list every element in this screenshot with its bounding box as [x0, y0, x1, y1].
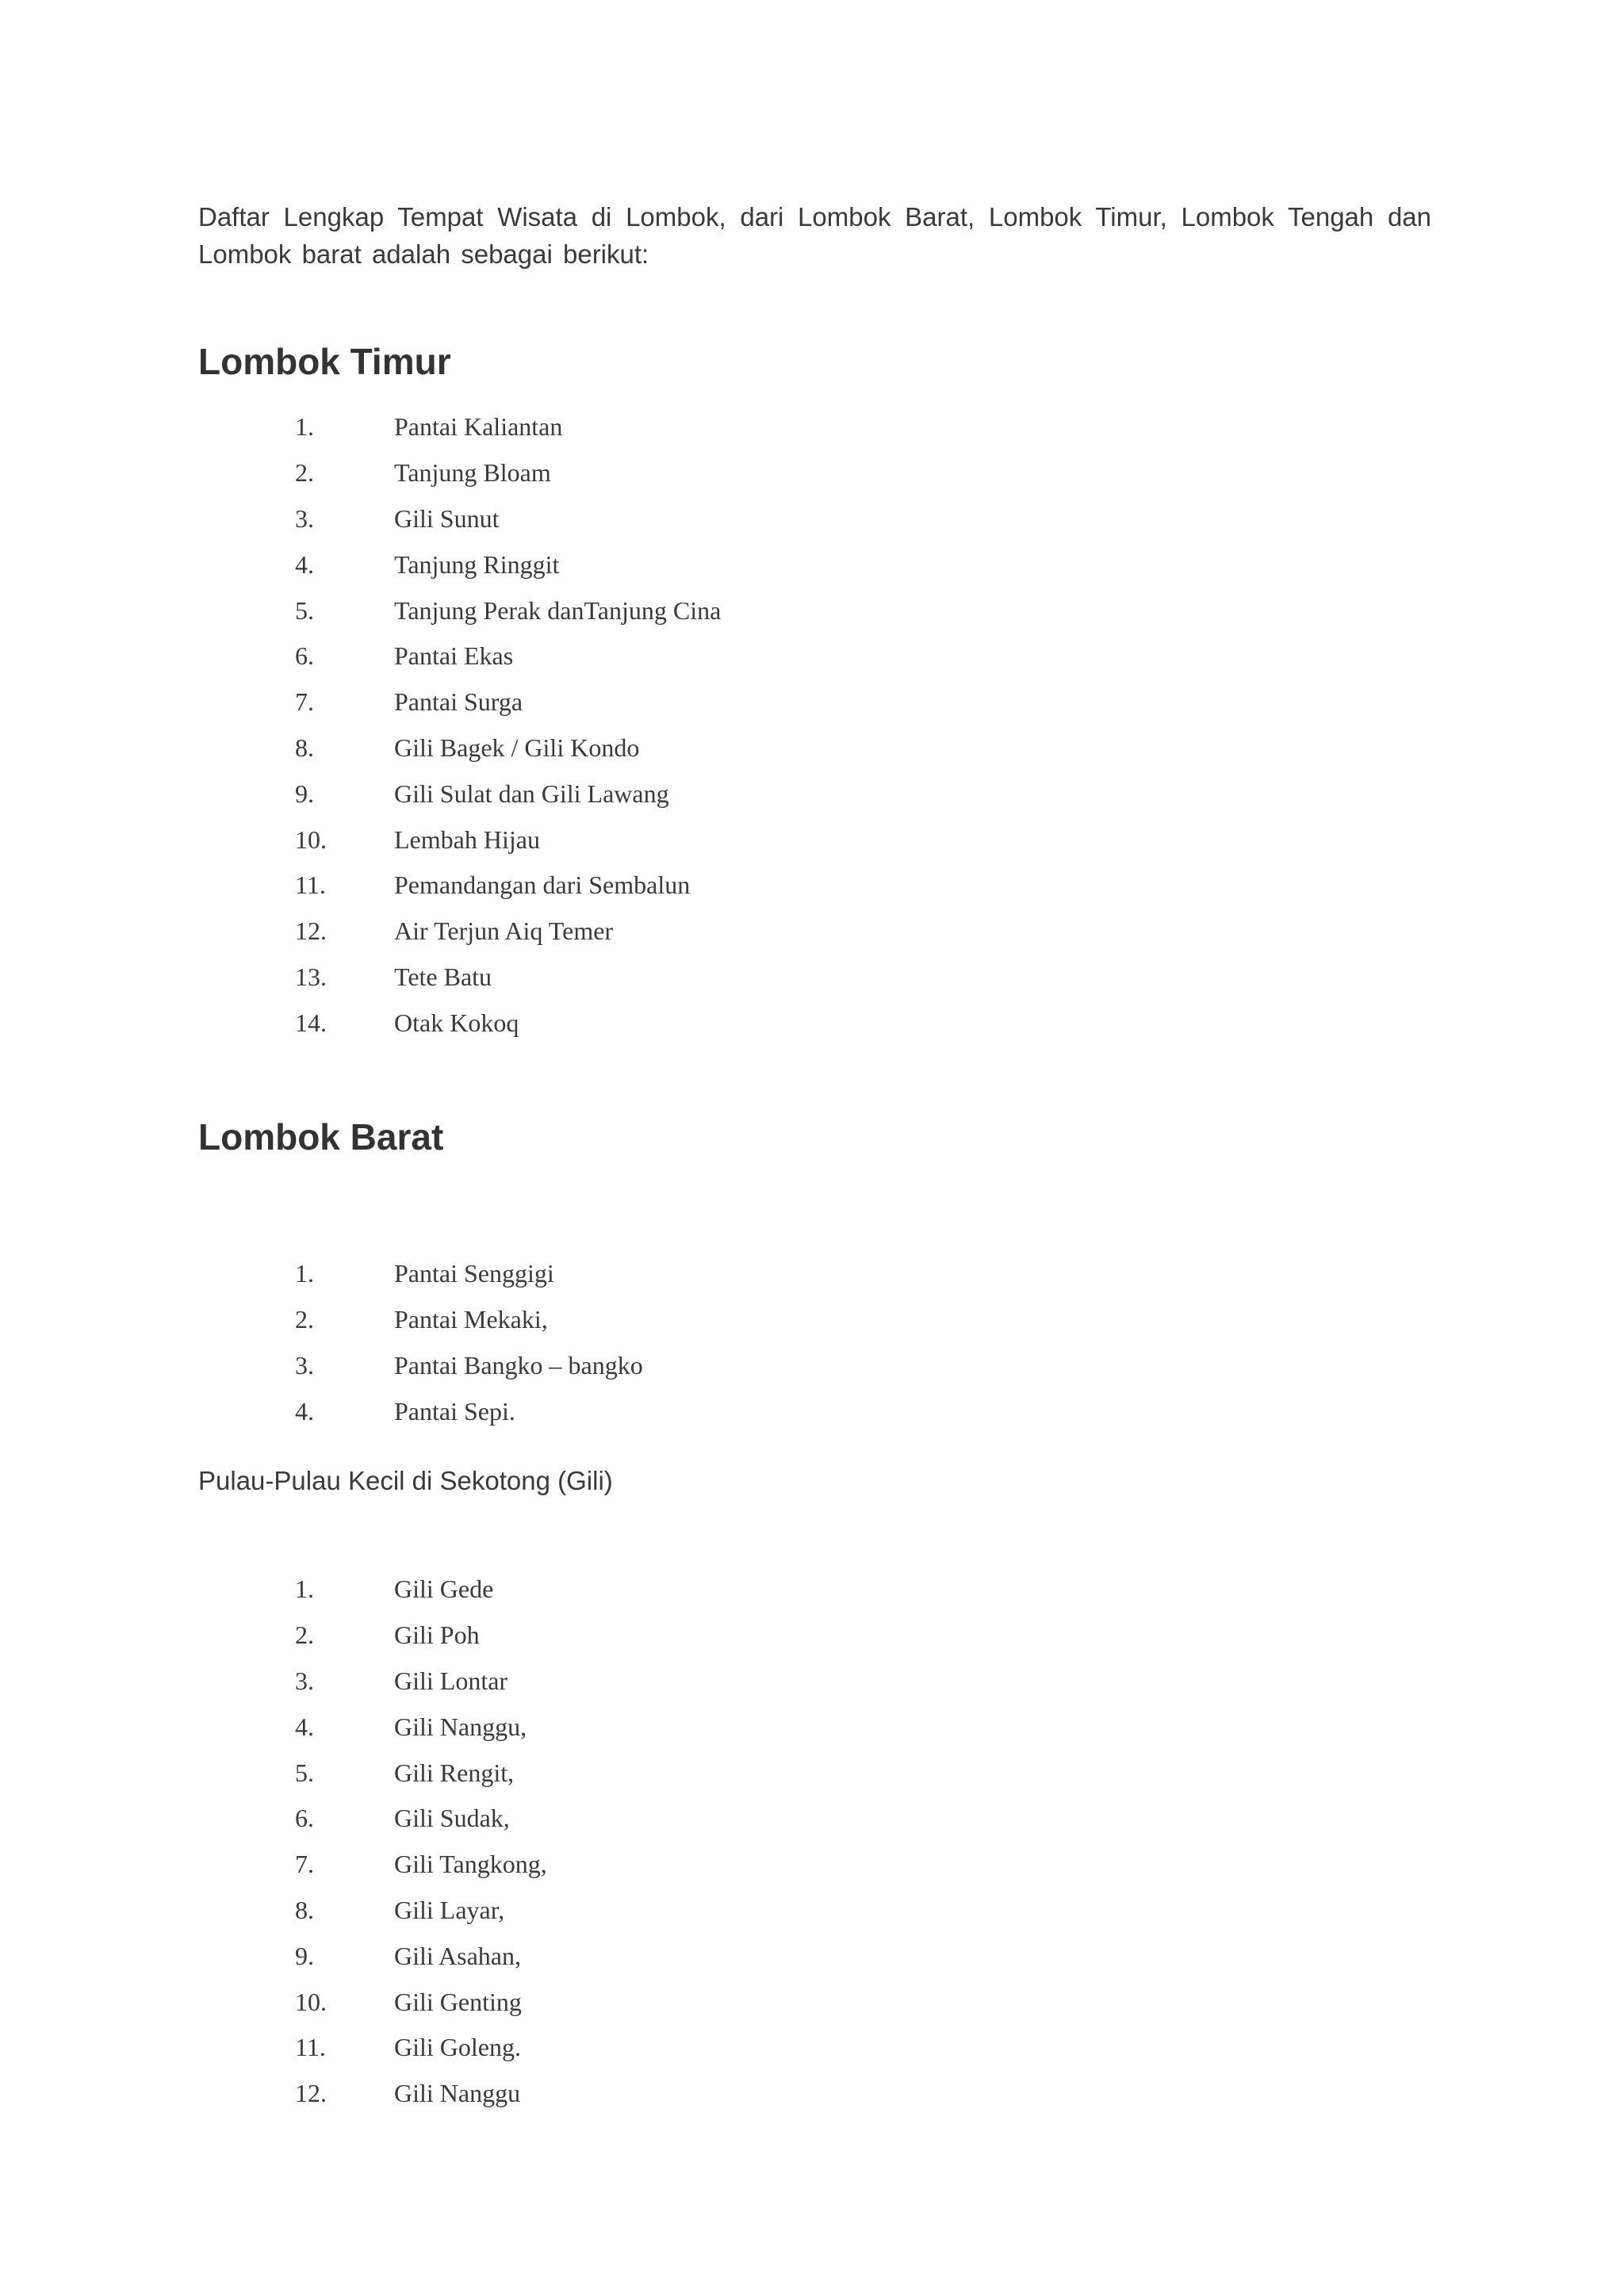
list-item: [295, 450, 721, 496]
list-item-number: 8.: [295, 733, 314, 762]
list-item-text: Gili Nanggu: [394, 2079, 521, 2108]
list-item-text: Pantai Kaliantan: [394, 412, 563, 442]
list-item: [295, 404, 721, 450]
list-item: [295, 587, 721, 633]
list-item: [295, 1979, 547, 2025]
list-item: [295, 1659, 547, 1705]
list-item-number: 4.: [295, 1712, 314, 1741]
list-item-text: Pantai Ekas: [394, 641, 514, 671]
list-item: [295, 1388, 643, 1434]
intro-paragraph: Daftar Lengkap Tempat Wisata di Lombok, dari Lombok Barat, Lombok Timur, Lombok Tengah dan Lombok barat adalah sebagai berikut:: [198, 202, 1431, 269]
list-item-text: Pantai Bangko – bangko: [394, 1350, 643, 1380]
list-item: [295, 909, 721, 955]
list-item: [295, 2025, 547, 2071]
list-item-text: Tanjung Ringgit: [394, 549, 560, 579]
list-item-text: Gili Gede: [394, 1575, 494, 1604]
list-item-text: Pantai Sepi.: [394, 1396, 515, 1425]
list-item-text: Gili Asahan,: [394, 1941, 521, 1970]
list-item-text: Pantai Mekaki,: [394, 1305, 548, 1334]
list-item-number: 7.: [295, 1850, 314, 1879]
list-item-number: 1.: [295, 1259, 314, 1288]
heading-gili-sekotong: Pulau-Pulau Kecil di Sekotong (Gili): [198, 1466, 613, 1495]
list-item: [295, 771, 721, 817]
list-item-text: Gili Sulat dan Gili Lawang: [394, 779, 669, 808]
list-item: [295, 1750, 547, 1796]
list-item: [295, 541, 721, 587]
list-item-text: Pemandangan dari Sembalun: [394, 871, 691, 900]
list-item-text: Pantai Senggigi: [394, 1259, 554, 1288]
list-item-number: 6.: [295, 641, 314, 671]
list-item-text: Gili Poh: [394, 1621, 480, 1650]
list-item-number: 12.: [295, 916, 327, 946]
list-item-number: 6.: [295, 1804, 314, 1833]
list-item: [295, 496, 721, 542]
list-item-number: 1.: [295, 412, 314, 442]
heading-lombok-timur: Lombok Timur: [198, 341, 451, 382]
list-item-number: 12.: [295, 2079, 327, 2108]
list-item-text: Gili Layar,: [394, 1895, 505, 1924]
list-item: [295, 1251, 643, 1297]
list-item-text: Gili Sudak,: [394, 1804, 510, 1833]
list-item-text: Gili Lontar: [394, 1666, 508, 1695]
list-item-number: 3.: [295, 1350, 314, 1380]
list-lombok-barat: [295, 1251, 643, 1434]
list-item: [295, 1343, 643, 1389]
list-item: [295, 1297, 643, 1343]
list-item-text: Gili Goleng.: [394, 2033, 521, 2062]
list-item-number: 5.: [295, 595, 314, 625]
list-item: [295, 1888, 547, 1934]
list-item-text: Air Terjun Aiq Temer: [394, 916, 614, 946]
list-item: [295, 1796, 547, 1842]
list-item-number: 7.: [295, 687, 314, 717]
list-item: [295, 1933, 547, 1979]
list-item: [295, 817, 721, 863]
list-item-number: 4.: [295, 1396, 314, 1425]
list-item: [295, 1567, 547, 1613]
list-item-number: 3.: [295, 1666, 314, 1695]
list-item-number: 13.: [295, 962, 327, 991]
heading-lombok-barat: Lombok Barat: [198, 1116, 444, 1158]
list-item-text: Lembah Hijau: [394, 825, 540, 854]
list-item-text: Otak Kokoq: [394, 1008, 519, 1037]
list-item-text: Gili Genting: [394, 1987, 522, 2016]
list-item-text: Gili Bagek / Gili Kondo: [394, 733, 640, 762]
list-item-number: 9.: [295, 1941, 314, 1970]
list-item-number: 3.: [295, 503, 314, 533]
list-item-number: 10.: [295, 825, 327, 854]
list-item-number: 4.: [295, 549, 314, 579]
list-lombok-timur: [295, 404, 721, 1046]
list-item: [295, 863, 721, 909]
list-item-number: 2.: [295, 1305, 314, 1334]
list-item-number: 5.: [295, 1758, 314, 1787]
list-gili-sekotong: [295, 1567, 547, 2117]
list-item-text: Gili Rengit,: [394, 1758, 515, 1787]
list-item-number: 2.: [295, 458, 314, 488]
list-item: [295, 955, 721, 1001]
list-item-number: 8.: [295, 1895, 314, 1924]
list-item: [295, 2071, 547, 2117]
list-item: [295, 633, 721, 679]
list-item: [295, 1704, 547, 1750]
list-item-number: 10.: [295, 1987, 327, 2016]
list-item-number: 14.: [295, 1008, 327, 1037]
list-item-number: 11.: [295, 2033, 326, 2062]
list-item: [295, 725, 721, 771]
list-item: [295, 1613, 547, 1659]
list-item-text: Gili Nanggu,: [394, 1712, 527, 1741]
list-item: [295, 1000, 721, 1046]
list-item-number: 2.: [295, 1621, 314, 1650]
list-item-number: 9.: [295, 779, 314, 808]
list-item: [295, 1842, 547, 1888]
list-item-text: Tanjung Perak danTanjung Cina: [394, 595, 722, 625]
list-item-number: 11.: [295, 871, 326, 900]
list-item-number: 1.: [295, 1575, 314, 1604]
list-item-text: Tete Batu: [394, 962, 492, 991]
list-item-text: Pantai Surga: [394, 687, 523, 717]
list-item-text: Gili Sunut: [394, 503, 500, 533]
list-item: [295, 679, 721, 725]
list-item-text: Gili Tangkong,: [394, 1850, 547, 1879]
list-item-text: Tanjung Bloam: [394, 458, 551, 488]
